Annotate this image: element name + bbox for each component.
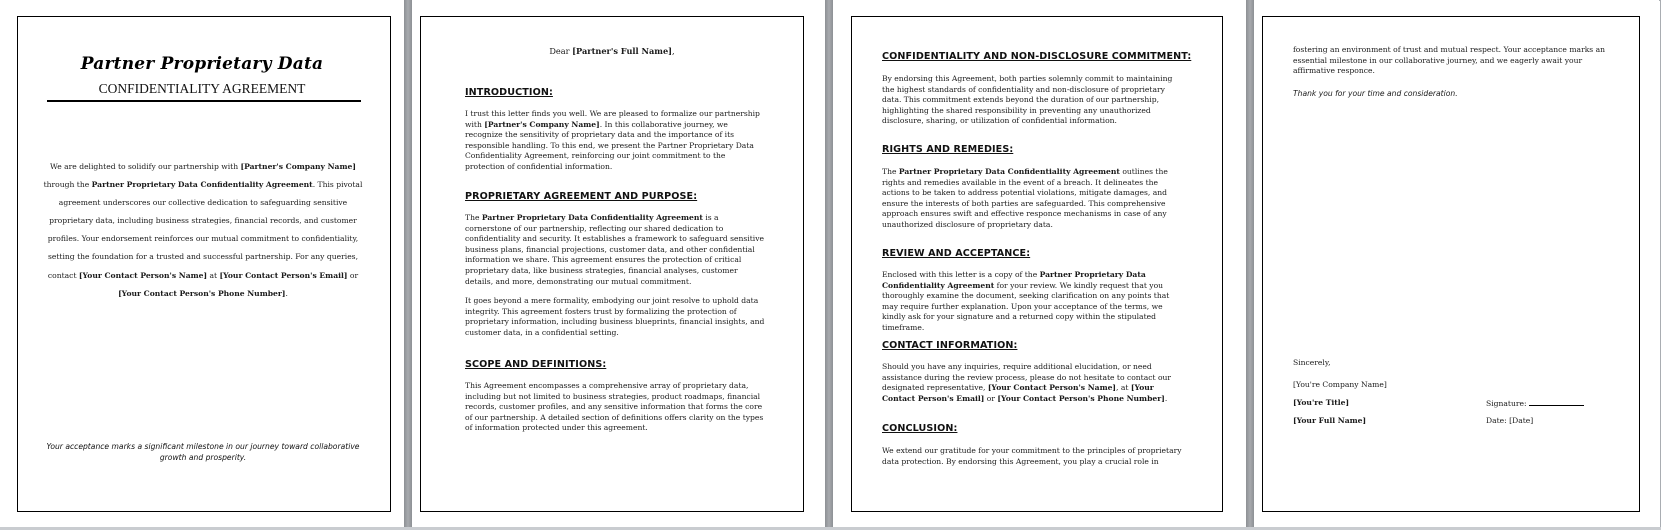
conclusion-continuation: fostering an environment of trust and mutual respect. Your acceptance marks an essential milestone in our collaborative journey, and we eagerly await your affirmative responce. [1293, 45, 1606, 76]
text-run: We are delighted to solidify our partnership with [50, 162, 241, 171]
text-run: . [1164, 393, 1168, 403]
text-run: It goes beyond a mere formality, embodying our joint resolve to uphold data integrity. This agreement fosters trust by formalizing the protection of proprietary information, including business blueprints, financial insights, and customer data, in a confidential setting. [465, 296, 765, 337]
section-heading-introduction: INTRODUCTION: [465, 87, 553, 98]
text-run: . This pivotal agreement underscores our collective dedication to safeguarding sensitive proprietary data, including business strategies, financial records, and customer profiles. Your endorsement reinforces our mutual commitment to confidentiality, setting the foundation for a trusted and successful partnership. For any queries, contact [47, 180, 363, 280]
text-run: or [347, 270, 359, 280]
conclusion-text [882, 446, 1182, 467]
closing-statement: Your acceptance marks a significant milestone in our journey toward collaborative growth and prosperity. [46, 442, 360, 462]
signature-label: Signature: [1486, 399, 1527, 408]
page-4 [1254, 0, 1659, 527]
text-run: for your review. We kindly request that you thoroughly examine the document, seeking clarification on any points that may require further explanation. Upon your acceptance of the terms, we kindly ask for your signature and a returned copy within the stipulated timeframe. [882, 280, 1170, 332]
date-value: [Date] [1509, 416, 1534, 425]
sincerely: Sincerely, [1293, 358, 1331, 367]
emphasized-text: [Your Contact Person's Email] [882, 383, 1154, 403]
greeting-prefix: Dear [549, 46, 573, 56]
title-underline [47, 100, 361, 102]
page-2 [412, 0, 825, 527]
introduction-text [465, 109, 765, 173]
greeting-suffix: , [672, 46, 675, 56]
page-3 [833, 0, 1246, 527]
page-separator [1246, 0, 1254, 530]
text-run: By endorsing this Agreement, both parties solemnly commit to maintaining the highest standards of confidentiality and non-disclosure of proprietary data. This commitment extends beyond the duration of our partnership, highlighting the shared responsibility in preventing any unauthorized disclosure, sharing, or utilization of confidential information. [882, 74, 1173, 126]
paragraph [465, 381, 771, 434]
signature-line[interactable] [1529, 398, 1584, 406]
page-1 [0, 0, 404, 527]
thank-you-note: Thank you for your time and consideration. [1293, 89, 1458, 98]
title-field [1293, 398, 1349, 409]
text-run: , at [1116, 383, 1131, 393]
section-heading-proprietary-agreement: PROPRIETARY AGREEMENT AND PURPOSE: [465, 191, 698, 202]
emphasized-text: [Your Contact Person's Phone Number] [997, 393, 1165, 403]
text-run: This Agreement encompasses a comprehensive array of proprietary data, including but not limited to business strategies, product roadmaps, financial records, customer profiles, and any sensitive information that forms the core of our partnership. A detailed section of definitions offers clarity on the types of information protected under this agreement. [465, 381, 764, 433]
emphasized-text: Partner Proprietary Data Confidentiality Agreement [481, 213, 703, 222]
document-title: Partner Proprietary Data [80, 54, 324, 74]
section-heading-scope: SCOPE AND DEFINITIONS: [465, 359, 607, 370]
paragraph [882, 270, 1184, 334]
emphasized-text: [Partner's Company Name] [240, 162, 356, 171]
page-separator [404, 0, 412, 530]
emphasized-text: [Your Contact Person's Phone Number] [118, 288, 286, 298]
paragraph [882, 74, 1182, 127]
scope-text [465, 381, 771, 434]
emphasized-text: Partner Proprietary Data Confidentiality Agreement [91, 180, 313, 190]
text-run: outlines the rights and remedies available in the event of a breach. It delineates the actions to be taken to address potential violations, mitigate damages, and ensure the interests of both parties are safeguarded. This comprehensive approach ensures swift and effective responce mechanisms in case of any unauthorized disclosure of proprietary data. [882, 167, 1168, 229]
text-run: is a cornerstone of our partnership, reflecting our shared dedication to confidentiality and security. It establishes a framework to safeguard sensitive business plans, financial projections, customer data, and other confidential information we share. This agreement ensures the protection of critical proprietary data, like business strategies, financial analyses, customer details, and more, demonstrating our mutual commitment. [465, 213, 764, 286]
full-name-value: [Your Full Name] [1293, 416, 1367, 425]
emphasized-text: Partner Proprietary Data Confidentiality Agreement [882, 270, 1146, 290]
text-run: . In this collaborative journey, we recognize the sensitivity of proprietary data and the importance of its responsible handling. To this end, we present the Partner Proprietary Data Confidentiality Agreement, reinforcing our joint commitment to the protection of confidential information. [465, 119, 754, 171]
date-label: Date: [1486, 416, 1507, 425]
greeting-name: [Partner's Full Name] [572, 46, 673, 56]
section-heading-confidentiality: CONFIDENTIALITY AND NON-DISCLOSURE COMMITMENT: [882, 51, 1192, 62]
company-name-field: [You're Company Name] [1293, 380, 1387, 389]
paragraph [465, 296, 767, 338]
paragraph [882, 446, 1182, 467]
emphasized-text: Partner Proprietary Data Confidentiality Agreement [898, 167, 1120, 176]
paragraph [465, 213, 767, 287]
paragraph [465, 109, 765, 173]
text-run: . [285, 288, 288, 298]
section-heading-conclusion: CONCLUSION: [882, 423, 958, 434]
text-run: or [984, 393, 998, 403]
text-run: Enclosed with this letter is a copy of the [882, 270, 1040, 279]
confidentiality-text [882, 74, 1182, 127]
section-heading-review: REVIEW AND ACCEPTANCE: [882, 248, 1031, 259]
text-run: The [882, 167, 899, 176]
section-heading-contact: CONTACT INFORMATION: [882, 340, 1018, 351]
paragraph [882, 167, 1182, 231]
text-run: The [465, 213, 482, 222]
text-run: We extend our gratitude for your commitment to the principles of proprietary data protection. By endorsing this Agreement, you play a crucial role in [882, 446, 1182, 466]
full-name-field [1293, 416, 1366, 427]
greeting [412, 46, 812, 57]
rights-text [882, 167, 1182, 231]
section-heading-rights: RIGHTS AND REMEDIES: [882, 144, 1014, 155]
date-field [1486, 416, 1533, 427]
contact-text [882, 362, 1184, 404]
text-run: at [207, 270, 220, 280]
document-subtitle: CONFIDENTIALITY AGREEMENT [98, 81, 306, 96]
text-run: I trust this letter finds you well. We are pleased to formalize our partnership with [465, 109, 760, 129]
text-run: through the [43, 180, 92, 190]
review-text [882, 270, 1184, 334]
paragraph [882, 362, 1184, 404]
signature-field[interactable] [1486, 398, 1584, 410]
emphasized-text: [Your Contact Person's Name] [987, 383, 1117, 393]
title-value: [You're Title] [1293, 398, 1350, 407]
page-separator [825, 0, 833, 530]
proprietary-agreement-text [465, 213, 767, 339]
emphasized-text: [Partner's Company Name] [484, 119, 600, 129]
intro-paragraph [42, 158, 364, 303]
emphasized-text: [Your Contact Person's Email] [219, 270, 348, 280]
text-run: Should you have any inquiries, require additional elucidation, or need assistance during the review process, please do not hesitate to contact our designated representative, [882, 362, 1172, 393]
emphasized-text: [Your Contact Person's Name] [78, 270, 208, 280]
